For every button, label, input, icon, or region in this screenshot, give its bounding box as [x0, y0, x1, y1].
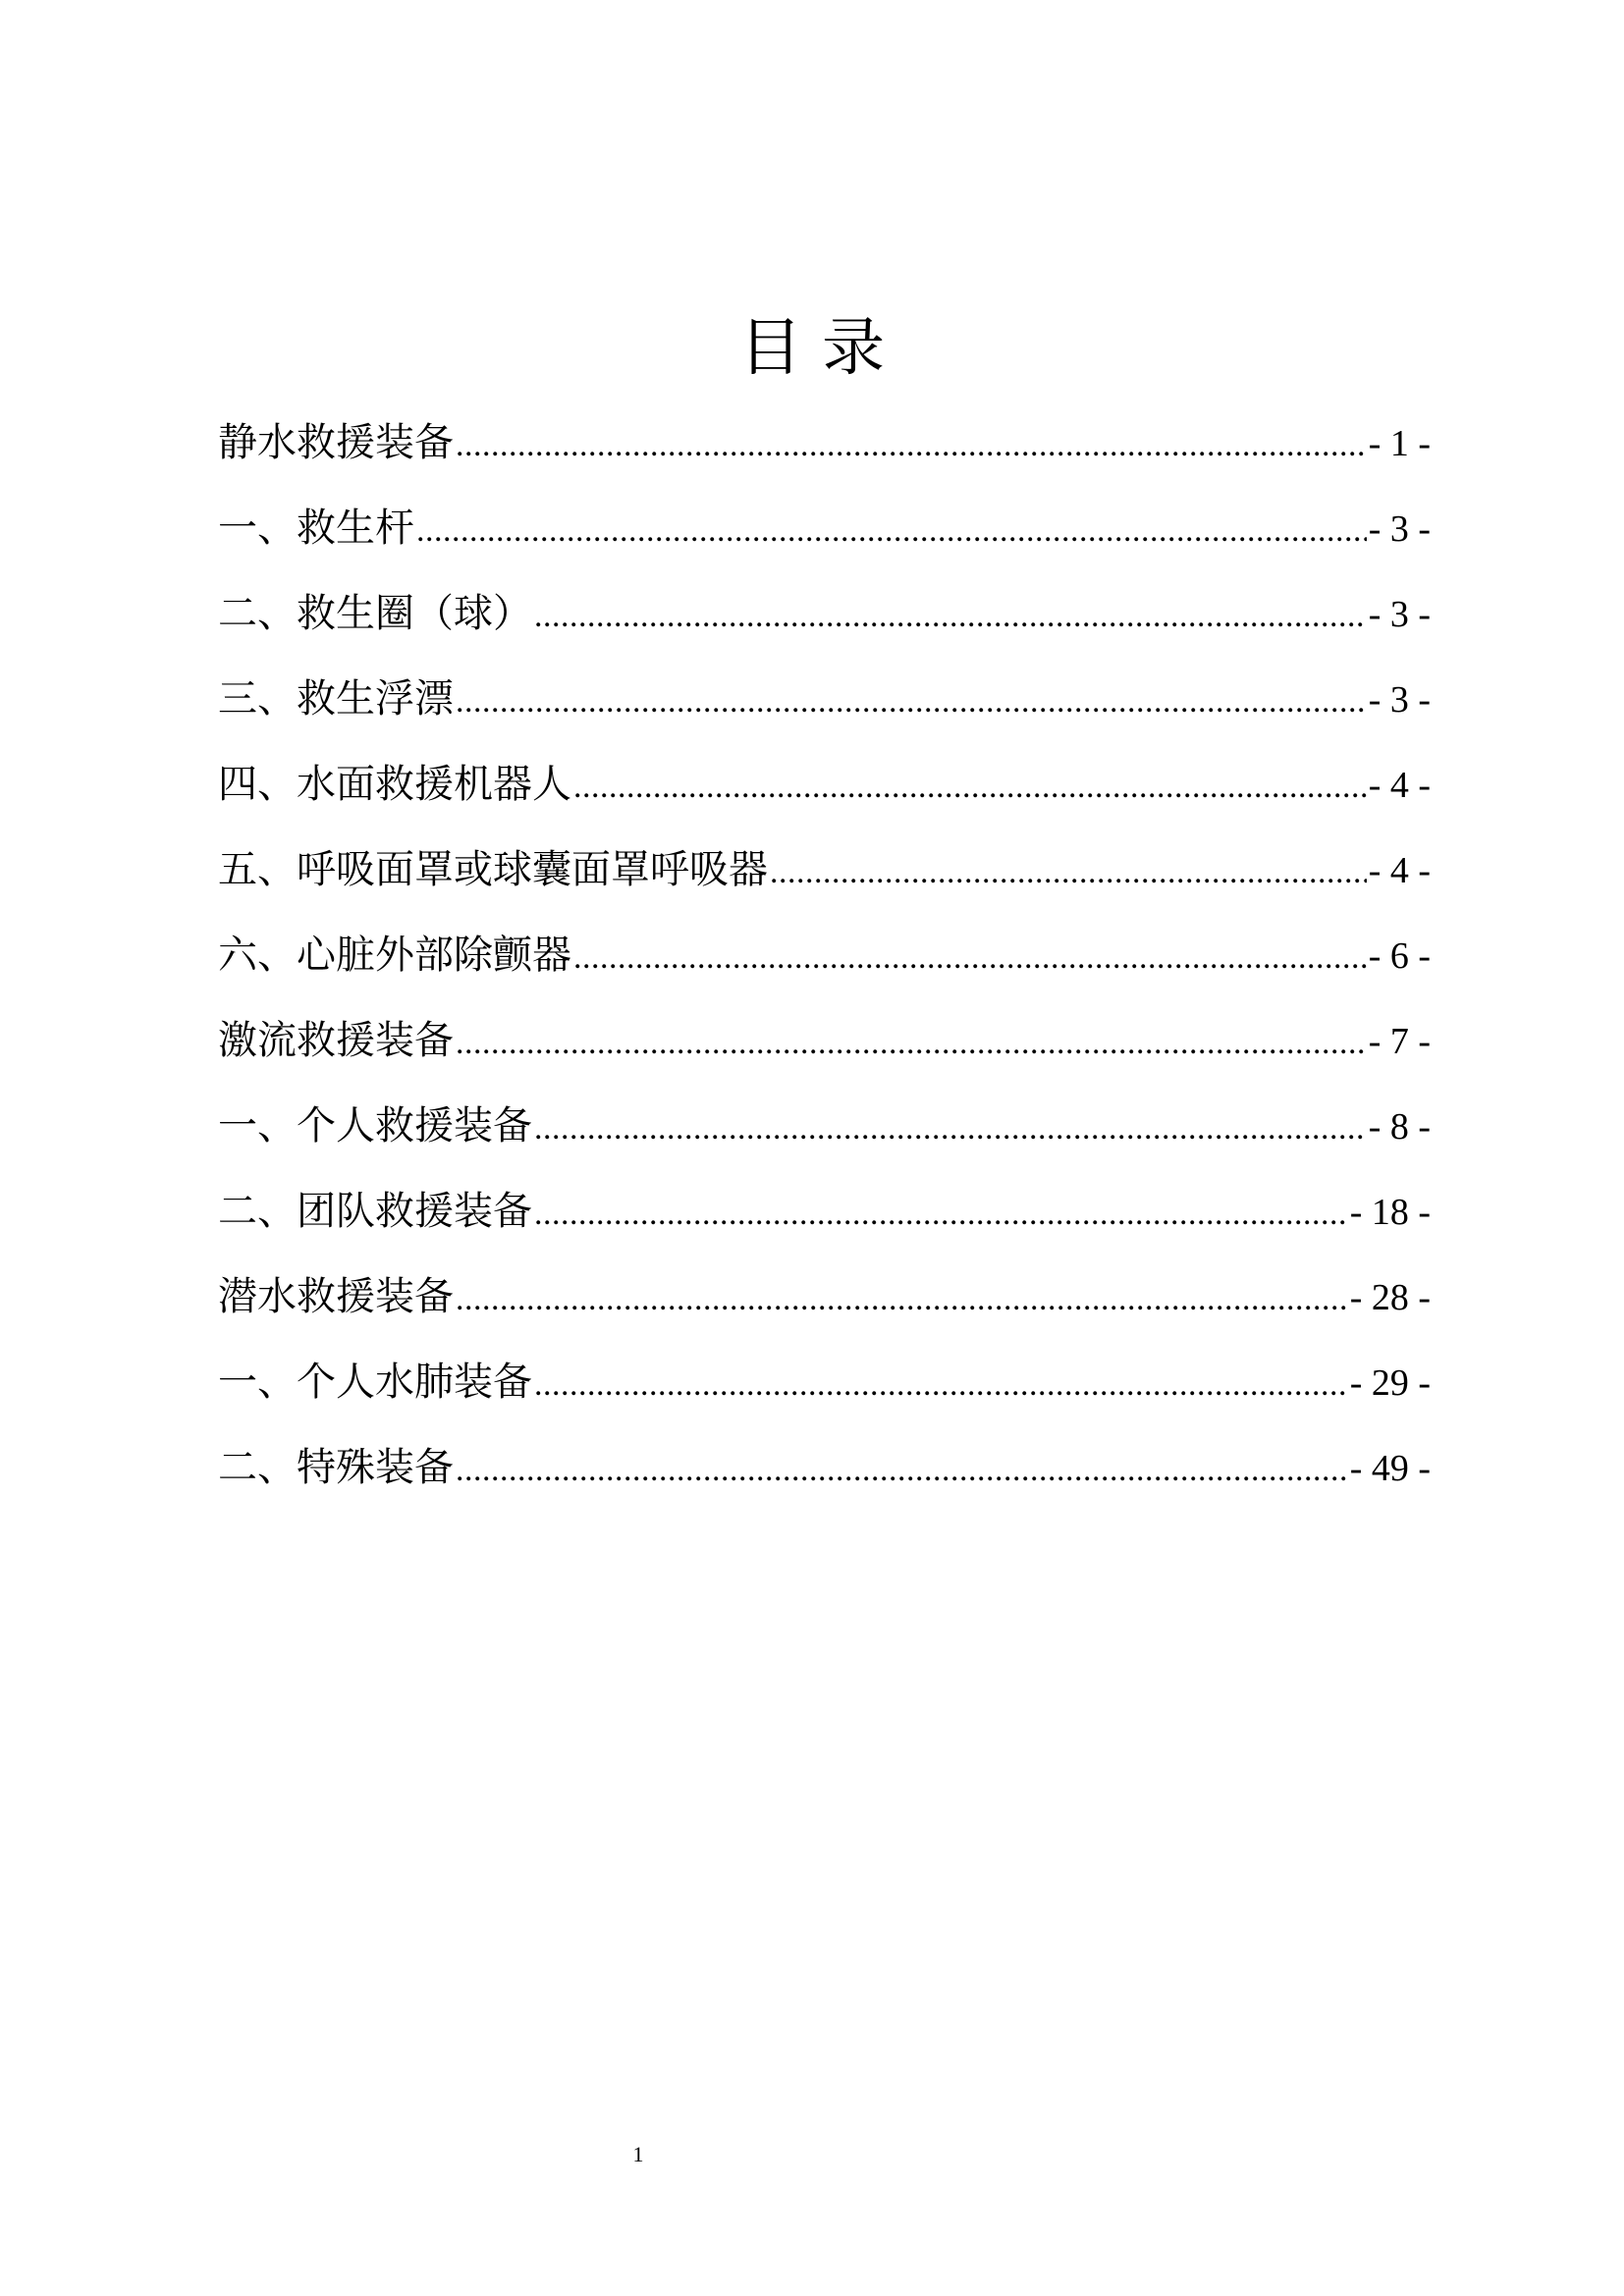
toc-entry-label: 二、团队救援装备: [218, 1189, 532, 1234]
toc-entry-label: 二、特殊装备: [218, 1445, 454, 1490]
toc-list: [218, 400, 1431, 1511]
toc-dot-leader: [456, 1000, 1367, 1084]
toc-entry[interactable]: [218, 1169, 1431, 1255]
toc-entry[interactable]: [218, 1084, 1431, 1169]
toc-entry-page: - 7 -: [1368, 1021, 1431, 1062]
toc-entry-label: 六、心脏外部除颤器: [218, 933, 571, 978]
toc-entry-label: 二、救生圈（球）: [218, 591, 532, 636]
toc-title: 目 录: [738, 312, 886, 385]
toc-entry-page: - 6 -: [1368, 935, 1431, 977]
toc-dot-leader: [770, 829, 1367, 913]
toc-dot-leader: [534, 1086, 1367, 1169]
toc-entry-page: - 49 -: [1349, 1448, 1431, 1489]
toc-entry[interactable]: [218, 998, 1431, 1084]
toc-entry-label: 五、呼吸面罩或球囊面罩呼吸器: [218, 847, 768, 892]
toc-entry[interactable]: [218, 657, 1431, 742]
toc-entry[interactable]: [218, 486, 1431, 571]
toc-entry-page: - 3 -: [1368, 508, 1431, 550]
toc-entry-label: 一、救生杆: [218, 506, 414, 551]
toc-entry[interactable]: [218, 742, 1431, 828]
toc-entry-page: - 18 -: [1349, 1192, 1431, 1233]
toc-entry-page: - 4 -: [1368, 850, 1431, 891]
toc-entry[interactable]: [218, 571, 1431, 657]
toc-entry-page: - 28 -: [1349, 1277, 1431, 1318]
footer-page-number: 1: [632, 2142, 644, 2166]
toc-entry-label: 静水救援装备: [218, 420, 454, 465]
toc-entry[interactable]: [218, 828, 1431, 913]
toc-entry[interactable]: [218, 913, 1431, 998]
toc-entry-label: 一、个人救援装备: [218, 1103, 532, 1148]
toc-dot-leader: [456, 1427, 1348, 1511]
toc-dot-leader: [456, 402, 1367, 486]
toc-entry-label: 三、救生浮漂: [218, 676, 454, 721]
toc-entry-page: - 3 -: [1368, 594, 1431, 635]
toc-entry[interactable]: [218, 400, 1431, 486]
toc-entry-page: - 8 -: [1368, 1106, 1431, 1148]
toc-entry-page: - 29 -: [1349, 1362, 1431, 1404]
toc-entry[interactable]: [218, 1255, 1431, 1340]
toc-dot-leader: [573, 744, 1367, 828]
toc-entry[interactable]: [218, 1340, 1431, 1425]
toc-entry-label: 四、水面救援机器人: [218, 762, 571, 807]
toc-dot-leader: [534, 1171, 1348, 1255]
toc-entry[interactable]: [218, 1425, 1431, 1511]
toc-dot-leader: [573, 915, 1367, 998]
toc-entry-label: 潜水救援装备: [218, 1274, 454, 1319]
toc-entry-label: 激流救援装备: [218, 1018, 454, 1063]
toc-entry-page: - 3 -: [1368, 679, 1431, 721]
toc-dot-leader: [534, 573, 1367, 657]
toc-dot-leader: [456, 1256, 1348, 1340]
toc-entry-page: - 4 -: [1368, 765, 1431, 806]
toc-dot-leader: [416, 488, 1367, 571]
toc-entry-page: - 1 -: [1368, 423, 1431, 464]
toc-dot-leader: [534, 1342, 1348, 1425]
toc-entry-label: 一、个人水肺装备: [218, 1360, 532, 1405]
toc-dot-leader: [456, 659, 1367, 742]
